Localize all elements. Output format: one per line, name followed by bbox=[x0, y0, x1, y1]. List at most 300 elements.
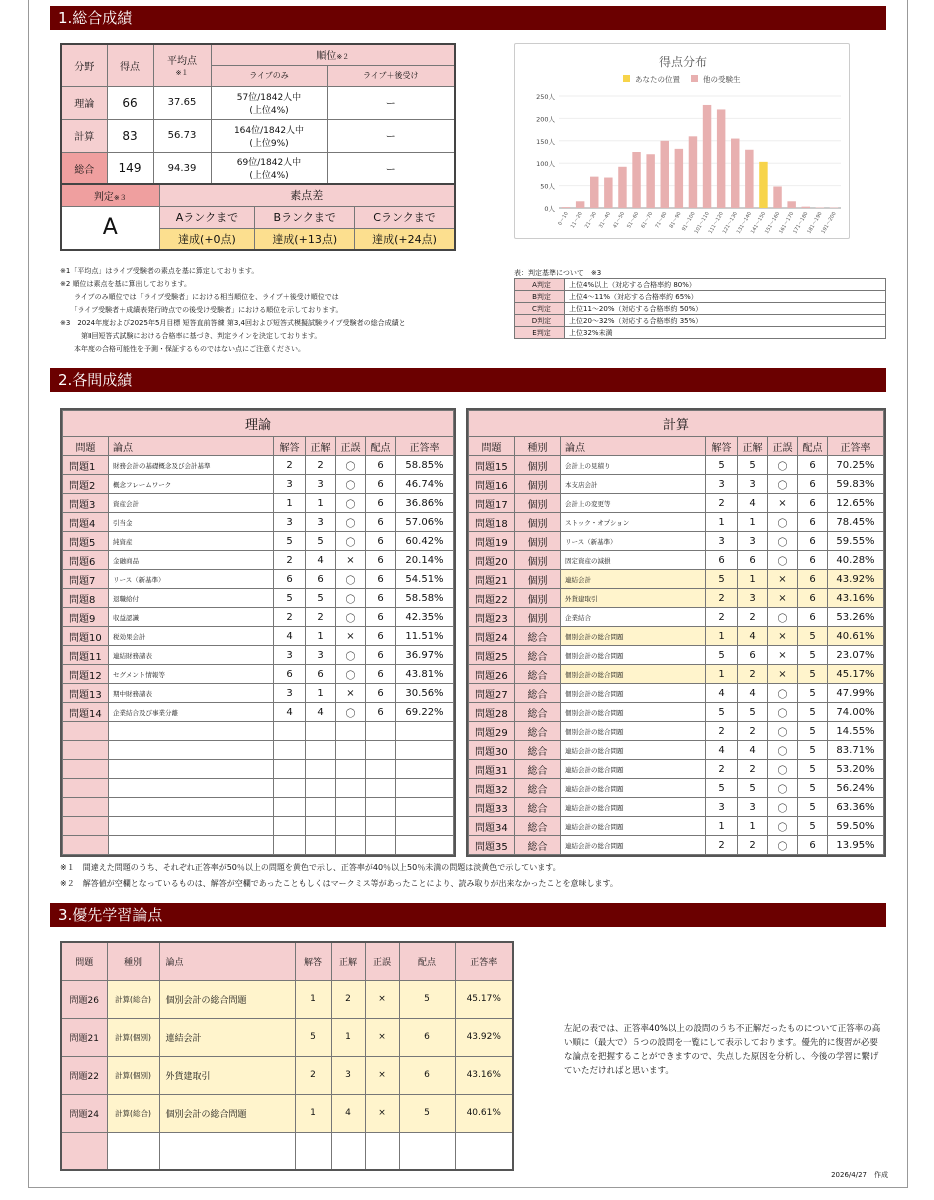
bar bbox=[562, 207, 570, 208]
cell-rate: 43.81% bbox=[396, 665, 454, 684]
cell-answer: 2 bbox=[295, 1056, 331, 1094]
cell-correct: 4 bbox=[738, 494, 768, 513]
bar bbox=[675, 149, 683, 208]
priority-description: 左記の表では、正答率40%以上の設問のうち不正解だったものについて正答率の高い順に（最大で）５つの設問を一覧にして表示しております。優先的に復習が必要な論点を把握することができますので、失点した原因を分析し、今後の学習に繋げていただければと思います。 bbox=[564, 1024, 881, 1076]
empty-cell bbox=[306, 798, 336, 817]
empty-cell bbox=[109, 779, 274, 798]
cell-result: 〇 bbox=[768, 513, 798, 532]
y-tick-label: 150人 bbox=[536, 137, 555, 146]
cell-topic: 個別会計の総合問題 bbox=[561, 627, 706, 646]
cell-result: × bbox=[768, 494, 798, 513]
cell-answer: 1 bbox=[706, 817, 738, 836]
x-tick-label: 161〜170 bbox=[778, 211, 796, 235]
diff-val-b: 達成(+13点) bbox=[255, 228, 355, 250]
empty-cell bbox=[396, 760, 454, 779]
cell-result: 〇 bbox=[336, 703, 366, 722]
cell-topic: 期中財務諸表 bbox=[109, 684, 274, 703]
std-key: D判定 bbox=[515, 315, 565, 327]
cell-result: 〇 bbox=[336, 494, 366, 513]
calc-row bbox=[469, 627, 884, 646]
cell-topic: リース（新基準） bbox=[561, 532, 706, 551]
th-correct: 正解 bbox=[331, 942, 365, 980]
theory-empty-row bbox=[63, 722, 454, 741]
cell-correct: 5 bbox=[738, 456, 768, 475]
cell-correct: 1 bbox=[331, 1018, 365, 1056]
cell-result: 〇 bbox=[768, 722, 798, 741]
cell-points: 6 bbox=[366, 532, 396, 551]
cell-topic: 会計上の見積り bbox=[561, 456, 706, 475]
calc-row bbox=[469, 494, 884, 513]
th-rate: 正答率 bbox=[828, 437, 884, 456]
cell-answer: 2 bbox=[706, 608, 738, 627]
cell-points: 6 bbox=[366, 475, 396, 494]
cell-type: 総合 bbox=[515, 836, 561, 855]
cell-points: 6 bbox=[798, 608, 828, 627]
cell-result: 〇 bbox=[768, 836, 798, 855]
calc-row bbox=[469, 551, 884, 570]
cell-points: 5 bbox=[798, 760, 828, 779]
std-val: 上位11〜20%（対応する合格率約 50%） bbox=[565, 303, 886, 315]
priority-table bbox=[60, 941, 514, 1171]
std-val: 上位4〜11%（対応する合格率約 65%） bbox=[565, 291, 886, 303]
cell-answer: 6 bbox=[274, 665, 306, 684]
footer-date: 2026/4/27 作成 bbox=[831, 1171, 888, 1179]
chart-svg bbox=[515, 44, 851, 240]
judge-table bbox=[60, 183, 456, 251]
bar bbox=[604, 178, 612, 208]
section-header-questions: 2.各問成績 bbox=[50, 368, 886, 392]
cell-answer: 3 bbox=[706, 475, 738, 494]
cell-correct: 1 bbox=[738, 513, 768, 532]
cell-topic: 退職給付 bbox=[109, 589, 274, 608]
cell-points: 5 bbox=[798, 646, 828, 665]
theory-row bbox=[63, 608, 454, 627]
cell-correct: 1 bbox=[738, 570, 768, 589]
cell-topic: 連結会計 bbox=[159, 1018, 295, 1056]
theory-row bbox=[63, 627, 454, 646]
diff-val-c: 達成(+24点) bbox=[355, 228, 455, 250]
cell-answer: 5 bbox=[706, 703, 738, 722]
cell-q: 問題21 bbox=[469, 570, 515, 589]
cell-result: × bbox=[768, 646, 798, 665]
cell-q: 問題20 bbox=[469, 551, 515, 570]
empty-cell bbox=[396, 722, 454, 741]
cell-type: 計算(総合) bbox=[107, 1094, 159, 1132]
empty-cell bbox=[274, 722, 306, 741]
cell-type: 総合 bbox=[515, 722, 561, 741]
empty-cell bbox=[366, 779, 396, 798]
cell-q: 問題10 bbox=[63, 627, 109, 646]
cell-type: 個別 bbox=[515, 456, 561, 475]
cell-q: 問題33 bbox=[469, 798, 515, 817]
theory-row bbox=[63, 532, 454, 551]
cell-topic: 連結会計の総合問題 bbox=[561, 817, 706, 836]
section-header-overall: 1.総合成績 bbox=[50, 6, 886, 30]
empty-cell bbox=[366, 722, 396, 741]
priority-empty-row bbox=[61, 1132, 513, 1170]
cell-answer: 2 bbox=[274, 608, 306, 627]
empty-cell bbox=[396, 836, 454, 855]
cell-q: 問題35 bbox=[469, 836, 515, 855]
cell-type: 計算(個別) bbox=[107, 1056, 159, 1094]
bar bbox=[590, 177, 598, 208]
rank-text: 69位/1842人中 bbox=[236, 158, 302, 169]
score-table bbox=[60, 43, 456, 186]
rank-live bbox=[211, 86, 327, 119]
col-live: ライブのみ bbox=[211, 65, 327, 86]
cell-answer: 1 bbox=[706, 665, 738, 684]
bar bbox=[632, 152, 640, 208]
th-type: 種別 bbox=[107, 942, 159, 980]
cell-topic: 本支店会計 bbox=[561, 475, 706, 494]
cell-correct: 2 bbox=[738, 665, 768, 684]
cell-topic: 連結会計の総合問題 bbox=[561, 798, 706, 817]
empty-cell bbox=[336, 836, 366, 855]
cell-q: 問題21 bbox=[61, 1018, 107, 1056]
cell-type: 個別 bbox=[515, 532, 561, 551]
cell-answer: 4 bbox=[706, 741, 738, 760]
x-tick-label: 31〜40 bbox=[598, 211, 613, 230]
cell-q: 問題32 bbox=[469, 779, 515, 798]
th-answer: 解答 bbox=[295, 942, 331, 980]
cell-result: 〇 bbox=[336, 513, 366, 532]
th-correct: 正解 bbox=[306, 437, 336, 456]
empty-cell bbox=[336, 798, 366, 817]
th-result: 正誤 bbox=[336, 437, 366, 456]
cell-correct: 5 bbox=[306, 589, 336, 608]
empty-cell bbox=[63, 741, 109, 760]
empty-cell bbox=[107, 1132, 159, 1170]
empty-cell bbox=[306, 779, 336, 798]
cell-q: 問題27 bbox=[469, 684, 515, 703]
x-tick-label: 71〜80 bbox=[654, 211, 669, 230]
theory-empty-row bbox=[63, 741, 454, 760]
y-tick-label: 200人 bbox=[536, 115, 555, 124]
cell-points: 6 bbox=[366, 703, 396, 722]
theory-row bbox=[63, 475, 454, 494]
th-topic: 論点 bbox=[159, 942, 295, 980]
cell-rate: 59.50% bbox=[828, 817, 884, 836]
calc-row bbox=[469, 836, 884, 855]
cell-topic: セグメント情報等 bbox=[109, 665, 274, 684]
th-q: 問題 bbox=[63, 437, 109, 456]
cell-points: 5 bbox=[798, 722, 828, 741]
th-q: 問題 bbox=[469, 437, 515, 456]
cell-topic: 連結会計の総合問題 bbox=[561, 741, 706, 760]
section-header-priority: 3.優先学習論点 bbox=[50, 903, 886, 927]
cell-q: 問題25 bbox=[469, 646, 515, 665]
calc-title: 計算 bbox=[469, 411, 884, 437]
cell-correct: 2 bbox=[738, 722, 768, 741]
bar bbox=[717, 109, 725, 208]
calc-row bbox=[469, 817, 884, 836]
cell-topic: 税効果会計 bbox=[109, 627, 274, 646]
x-tick-label: 41〜50 bbox=[612, 211, 627, 230]
cell-q: 問題18 bbox=[469, 513, 515, 532]
th-points: 配点 bbox=[399, 942, 455, 980]
theory-table-wrap bbox=[60, 408, 456, 857]
cell-topic: 概念フレームワーク bbox=[109, 475, 274, 494]
cell-correct: 3 bbox=[306, 513, 336, 532]
cell-type: 個別 bbox=[515, 475, 561, 494]
rank-live bbox=[211, 152, 327, 185]
cell-q: 問題22 bbox=[469, 589, 515, 608]
cell-correct: 5 bbox=[306, 532, 336, 551]
empty-cell bbox=[63, 836, 109, 855]
empty-cell bbox=[365, 1132, 399, 1170]
x-tick-label: 141〜150 bbox=[749, 211, 768, 235]
judge-label bbox=[61, 184, 159, 206]
avg-value: 56.73 bbox=[153, 119, 211, 152]
cell-points: 6 bbox=[366, 684, 396, 703]
cell-type: 総合 bbox=[515, 779, 561, 798]
bar bbox=[802, 207, 810, 208]
bar bbox=[646, 154, 654, 208]
rank-live-plus: ー bbox=[327, 119, 455, 152]
cell-type: 計算(個別) bbox=[107, 1018, 159, 1056]
avg-note: ※１ bbox=[175, 69, 189, 78]
cell-rate: 59.83% bbox=[828, 475, 884, 494]
theory-empty-row bbox=[63, 798, 454, 817]
cell-result: × bbox=[365, 1056, 399, 1094]
diff-val-a: 達成(+0点) bbox=[159, 228, 255, 250]
cell-rate: 59.55% bbox=[828, 532, 884, 551]
cell-type: 個別 bbox=[515, 570, 561, 589]
cell-rate: 36.86% bbox=[396, 494, 454, 513]
theory-row bbox=[63, 703, 454, 722]
theory-title: 理論 bbox=[63, 411, 454, 437]
bar bbox=[731, 139, 739, 208]
cell-correct: 3 bbox=[738, 589, 768, 608]
std-val: 上位4%以上（対応する合格率約 80%） bbox=[565, 279, 886, 291]
cell-answer: 3 bbox=[274, 684, 306, 703]
empty-cell bbox=[306, 741, 336, 760]
cell-q: 問題7 bbox=[63, 570, 109, 589]
cell-answer: 4 bbox=[274, 703, 306, 722]
cell-type: 総合 bbox=[515, 741, 561, 760]
th-rate: 正答率 bbox=[396, 437, 454, 456]
th-q: 問題 bbox=[61, 942, 107, 980]
cell-q: 問題29 bbox=[469, 722, 515, 741]
bar bbox=[661, 141, 669, 208]
x-tick-label: 0〜10 bbox=[557, 211, 570, 227]
cell-answer: 2 bbox=[706, 760, 738, 779]
cell-result: × bbox=[336, 551, 366, 570]
cell-topic: 収益認識 bbox=[109, 608, 274, 627]
cell-points: 6 bbox=[366, 608, 396, 627]
cell-correct: 1 bbox=[306, 494, 336, 513]
empty-cell bbox=[396, 798, 454, 817]
cell-type: 計算(総合) bbox=[107, 980, 159, 1018]
th-type: 種別 bbox=[515, 437, 561, 456]
calc-row bbox=[469, 608, 884, 627]
cell-answer: 6 bbox=[706, 551, 738, 570]
std-key: B判定 bbox=[515, 291, 565, 303]
cell-rate: 12.65% bbox=[828, 494, 884, 513]
cell-points: 6 bbox=[366, 551, 396, 570]
standard-table bbox=[514, 278, 886, 339]
cell-result: 〇 bbox=[336, 646, 366, 665]
th-rate: 正答率 bbox=[455, 942, 513, 980]
cell-rate: 70.25% bbox=[828, 456, 884, 475]
cell-rate: 57.06% bbox=[396, 513, 454, 532]
empty-cell bbox=[336, 760, 366, 779]
theory-row bbox=[63, 684, 454, 703]
x-tick-label: 181〜190 bbox=[806, 211, 824, 235]
empty-cell bbox=[306, 722, 336, 741]
cell-q: 問題30 bbox=[469, 741, 515, 760]
cell-points: 5 bbox=[399, 980, 455, 1018]
cell-points: 6 bbox=[399, 1018, 455, 1056]
cell-result: 〇 bbox=[336, 665, 366, 684]
cell-points: 5 bbox=[798, 779, 828, 798]
cell-correct: 6 bbox=[738, 551, 768, 570]
cell-answer: 3 bbox=[274, 475, 306, 494]
bar bbox=[773, 186, 781, 208]
cell-rate: 53.20% bbox=[828, 760, 884, 779]
calc-row bbox=[469, 646, 884, 665]
cell-q: 問題22 bbox=[61, 1056, 107, 1094]
cell-correct: 3 bbox=[306, 475, 336, 494]
calc-row bbox=[469, 570, 884, 589]
x-tick-label: 81〜90 bbox=[668, 211, 683, 230]
calc-row bbox=[469, 798, 884, 817]
cell-correct: 1 bbox=[306, 627, 336, 646]
cell-correct: 3 bbox=[306, 646, 336, 665]
cell-type: 個別 bbox=[515, 551, 561, 570]
cell-topic: 個別会計の総合問題 bbox=[159, 980, 295, 1018]
cell-answer: 6 bbox=[274, 570, 306, 589]
cell-topic: 個別会計の総合問題 bbox=[561, 665, 706, 684]
cell-rate: 43.92% bbox=[828, 570, 884, 589]
cell-result: × bbox=[365, 1018, 399, 1056]
cell-topic: 財務会計の基礎概念及び会計基準 bbox=[109, 456, 274, 475]
cell-type: 個別 bbox=[515, 513, 561, 532]
cell-result: 〇 bbox=[768, 532, 798, 551]
cell-correct: 5 bbox=[738, 779, 768, 798]
bar bbox=[689, 136, 697, 208]
cell-rate: 45.17% bbox=[455, 980, 513, 1018]
cell-correct: 2 bbox=[738, 608, 768, 627]
th-points: 配点 bbox=[798, 437, 828, 456]
empty-cell bbox=[109, 836, 274, 855]
cell-correct: 3 bbox=[738, 475, 768, 494]
cell-rate: 43.92% bbox=[455, 1018, 513, 1056]
cell-rate: 43.16% bbox=[455, 1056, 513, 1094]
cell-result: 〇 bbox=[768, 817, 798, 836]
calc-row bbox=[469, 532, 884, 551]
cell-correct: 4 bbox=[738, 741, 768, 760]
cell-topic: 連結会計の総合問題 bbox=[561, 779, 706, 798]
cell-points: 6 bbox=[366, 589, 396, 608]
empty-cell bbox=[63, 722, 109, 741]
cell-correct: 3 bbox=[738, 532, 768, 551]
cell-type: 総合 bbox=[515, 703, 561, 722]
empty-cell bbox=[274, 760, 306, 779]
note-line: 「ライブ受験者＋成績表発行時点での後受け受験者」における順位を示しております。 bbox=[60, 306, 343, 314]
x-tick-label: 51〜60 bbox=[626, 211, 641, 230]
cell-points: 5 bbox=[798, 817, 828, 836]
empty-cell bbox=[63, 779, 109, 798]
x-tick-label: 61〜70 bbox=[640, 211, 655, 230]
cell-answer: 3 bbox=[274, 646, 306, 665]
empty-cell bbox=[274, 741, 306, 760]
cell-points: 6 bbox=[366, 665, 396, 684]
cell-points: 6 bbox=[366, 456, 396, 475]
x-tick-label: 21〜30 bbox=[583, 211, 598, 230]
cell-rate: 11.51% bbox=[396, 627, 454, 646]
cell-rate: 56.24% bbox=[828, 779, 884, 798]
diff-col-c: Cランクまで bbox=[355, 206, 455, 228]
cell-q: 問題13 bbox=[63, 684, 109, 703]
rank-live bbox=[211, 119, 327, 152]
theory-row bbox=[63, 665, 454, 684]
diff-title: 素点差 bbox=[159, 184, 455, 206]
cell-q: 問題8 bbox=[63, 589, 109, 608]
y-tick-label: 250人 bbox=[536, 93, 555, 101]
empty-cell bbox=[336, 779, 366, 798]
cell-topic: 連結会計 bbox=[561, 570, 706, 589]
bar bbox=[618, 167, 626, 208]
empty-cell bbox=[61, 1132, 107, 1170]
cell-rate: 47.99% bbox=[828, 684, 884, 703]
x-tick-label: 171〜180 bbox=[792, 211, 810, 235]
calc-row bbox=[469, 456, 884, 475]
cell-topic: 引当金 bbox=[109, 513, 274, 532]
note-line: 本年度の合格可能性を予測・保証するものではない点にご注意ください。 bbox=[60, 345, 305, 353]
cell-correct: 4 bbox=[331, 1094, 365, 1132]
cell-answer: 3 bbox=[274, 513, 306, 532]
col-live-plus: ライブ＋後受け bbox=[327, 65, 455, 86]
cell-topic: ストック・オプション bbox=[561, 513, 706, 532]
theory-row bbox=[63, 589, 454, 608]
cell-q: 問題24 bbox=[61, 1094, 107, 1132]
empty-cell bbox=[306, 760, 336, 779]
empty-cell bbox=[109, 817, 274, 836]
rank-pct: (上位4%) bbox=[249, 105, 289, 116]
empty-cell bbox=[336, 817, 366, 836]
cell-answer: 2 bbox=[274, 456, 306, 475]
cell-q: 問題5 bbox=[63, 532, 109, 551]
note-line: ※１ 間違えた問題のうち、それぞれ正答率が50％以上の問題を黄色で示し、正答率が40％以上50％未満の問題は淡黄色で示しています。 bbox=[60, 863, 561, 872]
col-score: 得点 bbox=[107, 44, 153, 86]
cell-points: 6 bbox=[798, 513, 828, 532]
legend-swatch-you bbox=[623, 75, 630, 82]
cell-rate: 74.00% bbox=[828, 703, 884, 722]
x-tick-label: 131〜140 bbox=[735, 211, 754, 235]
cell-result: 〇 bbox=[336, 532, 366, 551]
priority-row bbox=[61, 1094, 513, 1132]
cell-result: 〇 bbox=[768, 551, 798, 570]
empty-cell bbox=[63, 817, 109, 836]
cell-correct: 2 bbox=[306, 456, 336, 475]
th-result: 正誤 bbox=[365, 942, 399, 980]
cell-answer: 3 bbox=[706, 532, 738, 551]
cell-answer: 4 bbox=[274, 627, 306, 646]
th-answer: 解答 bbox=[274, 437, 306, 456]
cell-answer: 1 bbox=[295, 1094, 331, 1132]
cell-topic: リース（新基準） bbox=[109, 570, 274, 589]
theory-row bbox=[63, 494, 454, 513]
cell-answer: 3 bbox=[706, 798, 738, 817]
rank-text: 164位/1842人中 bbox=[233, 125, 305, 136]
notes-section2 bbox=[60, 860, 880, 892]
cell-result: × bbox=[336, 684, 366, 703]
cell-answer: 2 bbox=[706, 494, 738, 513]
cell-points: 6 bbox=[798, 475, 828, 494]
cell-points: 6 bbox=[798, 551, 828, 570]
cell-q: 問題1 bbox=[63, 456, 109, 475]
